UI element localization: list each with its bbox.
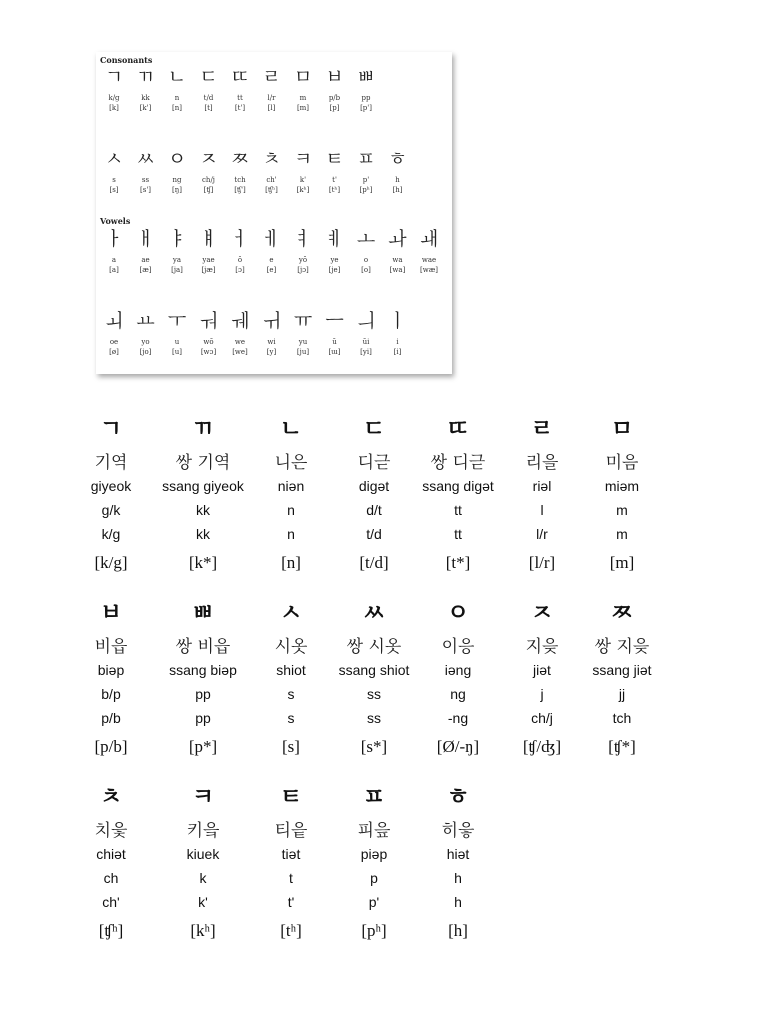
- chart-ipa: [k']: [139, 104, 152, 112]
- chart-ipa: [wæ]: [419, 266, 439, 274]
- name-romanization: riəl: [532, 478, 552, 494]
- chart-ipa: [wa]: [389, 266, 406, 274]
- chart-jamo: ㅁ: [293, 66, 313, 88]
- chart-ipa: [ju]: [296, 348, 310, 356]
- chart-romanization: ng: [172, 176, 182, 184]
- chart-ipa: [ø]: [109, 348, 119, 356]
- chart-romanization: o: [363, 256, 369, 264]
- chart-romanization: ss: [141, 176, 150, 184]
- chart-ipa: [ŋ]: [172, 186, 182, 194]
- chart-cell: [100, 228, 128, 275]
- chart-ipa: [h]: [392, 186, 403, 194]
- romanization-2: ch': [102, 894, 120, 910]
- romanization-1: t: [289, 870, 293, 886]
- chart-romanization: ŭ: [332, 338, 337, 346]
- chart-cell: [321, 66, 349, 113]
- jamo-glyph: ㄱ: [99, 416, 123, 442]
- vowels-heading: Vowels: [100, 216, 131, 226]
- chart-ipa: [p']: [360, 104, 372, 112]
- chart-ipa: [pʰ]: [359, 186, 373, 194]
- chart-cell: [258, 228, 286, 275]
- name-romanization: ssang digət: [422, 478, 494, 494]
- chart-ipa: [k]: [109, 104, 119, 112]
- chart-jamo: ㅑ: [167, 228, 187, 250]
- chart-romanization: wae: [421, 256, 437, 264]
- chart-romanization: yŏ: [298, 256, 308, 264]
- ipa-transcription: [kʰ]: [190, 921, 216, 940]
- chart-cell: [100, 148, 128, 195]
- romanization-2: pp: [195, 710, 211, 726]
- chart-cell: [163, 66, 191, 113]
- chart-jamo: ㅝ: [199, 310, 218, 332]
- ipa-transcription: [h]: [448, 921, 468, 940]
- name-romanization: giyeok: [90, 478, 132, 494]
- chart-cell: [132, 148, 160, 195]
- jamo-glyph: ㅁ: [610, 416, 634, 442]
- chart-romanization: ch': [266, 176, 277, 184]
- chart-cell: [226, 228, 254, 275]
- korean-name: 피읖: [357, 821, 391, 841]
- chart-jamo: ㅛ: [136, 310, 155, 332]
- chart-jamo: ㅡ: [325, 310, 344, 332]
- chart-cell: [163, 148, 191, 195]
- consonants-heading: Consonants: [100, 55, 153, 65]
- chart-jamo: ㅋ: [293, 148, 313, 170]
- chart-ipa: [e]: [266, 266, 277, 274]
- chart-cell: [258, 148, 286, 195]
- romanization-2: l/r: [536, 526, 548, 542]
- romanization-2: ch/j: [531, 710, 553, 726]
- chart-cell: [321, 148, 349, 195]
- romanization-1: kk: [196, 502, 210, 518]
- name-romanization: digət: [358, 478, 390, 494]
- chart-jamo: ㅅ: [104, 148, 124, 170]
- chart-romanization: kk: [141, 94, 150, 102]
- jamo-glyph: ㅍ: [362, 784, 386, 810]
- chart-jamo: ㅆ: [136, 148, 155, 170]
- chart-jamo: ㅞ: [230, 310, 250, 332]
- romanization-1: jj: [618, 686, 626, 702]
- korean-name: 리을: [525, 453, 559, 473]
- romanization-2: ss: [367, 710, 381, 726]
- chart-romanization: ye: [330, 256, 339, 264]
- chart-jamo: ㄸ: [230, 66, 250, 88]
- name-romanization: piəp: [360, 846, 388, 862]
- chart-cell: [321, 310, 349, 357]
- chart-ipa: [a]: [109, 266, 119, 274]
- romanization-1: d/t: [366, 502, 382, 518]
- romanization-2: t': [287, 894, 295, 910]
- romanization-1: n: [287, 502, 295, 518]
- chart-romanization: a: [111, 256, 117, 264]
- chart-cell: [258, 310, 286, 357]
- romanization-2: n: [287, 526, 295, 542]
- chart-cell: [289, 228, 317, 275]
- jamo-glyph: ㅉ: [610, 600, 634, 626]
- ipa-transcription: [ʧʰ]: [98, 921, 124, 940]
- chart-romanization: h: [395, 176, 400, 184]
- korean-name: 이응: [441, 637, 475, 657]
- chart-ipa: [jæ]: [201, 266, 216, 274]
- chart-jamo: ㅗ: [356, 228, 376, 250]
- chart-jamo: ㅃ: [356, 66, 376, 88]
- chart-ipa: [l]: [267, 104, 276, 112]
- chart-ipa: [n]: [172, 104, 182, 112]
- chart-romanization: yae: [202, 256, 215, 264]
- jamo-glyph: ㅈ: [530, 600, 554, 626]
- jamo-glyph: ㄹ: [530, 416, 554, 442]
- chart-cell: [352, 228, 380, 275]
- jamo-glyph: ㅅ: [279, 600, 303, 626]
- chart-jamo: ㄹ: [262, 66, 281, 88]
- ipa-transcription: [t/d]: [359, 553, 389, 572]
- chart-ipa: [ʧ']: [234, 186, 246, 194]
- chart-jamo: ㅏ: [104, 228, 124, 250]
- chart-romanization: p': [362, 176, 370, 184]
- chart-romanization: e: [269, 256, 274, 264]
- chart-jamo: ㅖ: [325, 228, 344, 250]
- chart-cell: [258, 66, 286, 113]
- chart-jamo: ㄱ: [104, 66, 124, 88]
- chart-romanization: k': [299, 176, 307, 184]
- chart-ipa: [t]: [204, 104, 213, 112]
- romanization-1: tt: [454, 502, 462, 518]
- chart-ipa: [u]: [172, 348, 182, 356]
- jamo-glyph: ㅎ: [446, 784, 470, 810]
- chart-jamo: ㅂ: [325, 66, 344, 88]
- chart-cell: [132, 66, 160, 113]
- romanization-1: s: [287, 686, 295, 702]
- chart-cell: [163, 310, 191, 357]
- chart-ipa: [ɯ]: [328, 348, 341, 356]
- chart-jamo: ㅐ: [136, 228, 155, 250]
- name-romanization: kiuek: [186, 846, 220, 862]
- jamo-glyph: ㅊ: [99, 784, 123, 810]
- jamo-glyph: ㅂ: [99, 600, 123, 626]
- chart-romanization: wi: [267, 338, 276, 346]
- chart-romanization: n: [174, 94, 180, 102]
- chart-romanization: t/d: [203, 94, 214, 102]
- chart-cell: [352, 310, 380, 357]
- ipa-transcription: [k*]: [188, 553, 218, 572]
- chart-cell: [352, 148, 380, 195]
- korean-name: 시옷: [274, 637, 308, 657]
- korean-name: 쌍 지읒: [594, 637, 650, 657]
- chart-romanization: tt: [237, 94, 243, 102]
- romanization-1: h: [454, 870, 462, 886]
- jamo-glyph: ㄷ: [362, 416, 386, 442]
- chart-romanization: t': [332, 176, 337, 184]
- chart-ipa: [t']: [234, 104, 246, 112]
- ipa-transcription: [s*]: [360, 737, 388, 756]
- chart-cell: [100, 66, 128, 113]
- name-romanization: ssang jiət: [592, 662, 652, 678]
- ipa-transcription: [ʧ*]: [608, 737, 636, 756]
- romanization-2: kk: [196, 526, 210, 542]
- ipa-transcription: [p/b]: [94, 737, 128, 756]
- chart-jamo: ㅓ: [230, 228, 250, 250]
- jamo-entry: [404, 780, 512, 944]
- romanization-1: k: [199, 870, 207, 886]
- korean-name: 지읒: [525, 637, 559, 657]
- korean-name: 쌍 시옷: [346, 637, 402, 657]
- jamo-glyph: ㅋ: [191, 784, 215, 810]
- jamo-entry: [568, 412, 676, 576]
- romanization-1: ch: [103, 870, 119, 886]
- chart-cell: [132, 228, 160, 275]
- chart-cell: [384, 310, 412, 357]
- chart-jamo: ㅈ: [199, 148, 218, 170]
- romanization-1: pp: [195, 686, 211, 702]
- chart-cell: [289, 310, 317, 357]
- chart-ipa: [ja]: [171, 266, 183, 274]
- korean-name: 니은: [274, 453, 308, 473]
- chart-romanization: tch: [234, 176, 246, 184]
- chart-romanization: ch/j: [202, 176, 215, 184]
- chart-ipa: [i]: [393, 348, 402, 356]
- chart-jamo: ㅎ: [388, 148, 407, 170]
- romanization-1: g/k: [101, 502, 121, 518]
- romanization-2: tch: [612, 710, 632, 726]
- chart-jamo: ㅒ: [199, 228, 218, 250]
- chart-cell: [289, 66, 317, 113]
- korean-name: 쌍 기역: [175, 453, 231, 473]
- chart-jamo: ㅌ: [325, 148, 344, 170]
- romanization-1: p: [370, 870, 378, 886]
- ipa-transcription: [s]: [282, 737, 300, 756]
- chart-romanization: oe: [109, 338, 119, 346]
- ipa-transcription: [k/g]: [94, 553, 128, 572]
- romanization-1: ss: [367, 686, 381, 702]
- chart-jamo: ㅠ: [293, 310, 313, 332]
- jamo-glyph: ㅌ: [279, 784, 303, 810]
- ipa-transcription: [l/r]: [528, 553, 556, 572]
- chart-romanization: wŏ: [203, 338, 214, 346]
- name-romanization: niən: [277, 478, 305, 494]
- chart-jamo: ㄷ: [199, 66, 218, 88]
- chart-romanization: ŭi: [362, 338, 370, 346]
- ipa-transcription: [Ø/-ŋ]: [436, 737, 480, 756]
- chart-ipa: [ʧʰ]: [265, 186, 278, 194]
- chart-ipa: [je]: [328, 266, 341, 274]
- ipa-transcription: [pʰ]: [361, 921, 387, 940]
- chart-cell: [132, 310, 160, 357]
- romanization-2: tt: [454, 526, 462, 542]
- chart-romanization: m: [299, 94, 307, 102]
- korean-name: 쌍 디귿: [430, 453, 486, 473]
- korean-name: 디귿: [357, 453, 391, 473]
- chart-jamo: ㅇ: [167, 148, 187, 170]
- chart-ipa: [yi]: [360, 348, 372, 356]
- chart-cell: [321, 228, 349, 275]
- ipa-transcription: [t*]: [445, 553, 471, 572]
- chart-jamo: ㅘ: [388, 228, 407, 250]
- chart-jamo: ㅢ: [356, 310, 376, 332]
- chart-jamo: ㅉ: [230, 148, 250, 170]
- ipa-transcription: [p*]: [188, 737, 218, 756]
- chart-ipa: [we]: [232, 348, 248, 356]
- korean-name: 키읔: [186, 821, 220, 841]
- romanization-1: b/p: [101, 686, 121, 702]
- chart-romanization: ya: [172, 256, 182, 264]
- chart-cell: [226, 310, 254, 357]
- name-romanization: shiot: [276, 662, 306, 678]
- chart-cell: [100, 310, 128, 357]
- chart-romanization: ae: [141, 256, 150, 264]
- name-romanization: hiət: [446, 846, 470, 862]
- romanization-2: h: [454, 894, 462, 910]
- jamo-glyph: ㅆ: [362, 600, 386, 626]
- chart-ipa: [ʧ]: [203, 186, 214, 194]
- chart-ipa: [o]: [361, 266, 371, 274]
- ipa-transcription: [tʰ]: [280, 921, 302, 940]
- chart-romanization: s: [112, 176, 116, 184]
- hangul-reference-chart: [96, 52, 452, 374]
- chart-ipa: [æ]: [139, 266, 152, 274]
- jamo-entry: [568, 596, 676, 760]
- chart-jamo: ㅜ: [167, 310, 187, 332]
- jamo-glyph: ㅇ: [446, 600, 470, 626]
- chart-cell: [384, 148, 412, 195]
- chart-romanization: i: [396, 338, 399, 346]
- chart-ipa: [y]: [266, 348, 277, 356]
- chart-cell: [195, 310, 223, 357]
- jamo-glyph: ㄲ: [191, 416, 215, 442]
- chart-romanization: ŏ: [237, 256, 243, 264]
- chart-romanization: p/b: [328, 94, 341, 102]
- chart-ipa: [jo]: [139, 348, 152, 356]
- chart-ipa: [jɔ]: [297, 266, 309, 274]
- chart-jamo: ㅊ: [262, 148, 281, 170]
- romanization-2: m: [616, 526, 628, 542]
- chart-cell: [163, 228, 191, 275]
- romanization-2: k': [198, 894, 208, 910]
- chart-romanization: wa: [392, 256, 403, 264]
- ipa-transcription: [n]: [281, 553, 301, 572]
- name-romanization: chiət: [96, 846, 126, 862]
- chart-cell: [226, 66, 254, 113]
- chart-ipa: [m]: [296, 104, 310, 112]
- chart-cell: [195, 66, 223, 113]
- name-romanization: biəp: [97, 662, 125, 678]
- chart-ipa: [kʰ]: [296, 186, 310, 194]
- chart-ipa: [ɔ]: [235, 266, 245, 274]
- chart-romanization: yu: [298, 338, 308, 346]
- jamo-glyph: ㄴ: [279, 416, 303, 442]
- chart-jamo: ㅙ: [419, 228, 439, 250]
- korean-name: 미음: [605, 453, 639, 473]
- romanization-2: p/b: [101, 710, 121, 726]
- chart-jamo: ㄴ: [167, 66, 187, 88]
- name-romanization: iəng: [444, 662, 472, 678]
- chart-jamo: ㄲ: [136, 66, 155, 88]
- chart-jamo: ㅕ: [293, 228, 313, 250]
- romanization-1: m: [616, 502, 628, 518]
- chart-jamo: ㅚ: [104, 310, 124, 332]
- chart-jamo: ㅍ: [356, 148, 376, 170]
- name-romanization: ssang shiot: [338, 662, 410, 678]
- jamo-glyph: ㄸ: [446, 416, 470, 442]
- ipa-transcription: [m]: [609, 553, 635, 572]
- chart-romanization: pp: [361, 94, 371, 102]
- chart-ipa: [s]: [109, 186, 119, 194]
- chart-ipa: [s']: [140, 186, 151, 194]
- chart-romanization: l/r: [267, 94, 276, 102]
- korean-name: 히읗: [441, 821, 475, 841]
- name-romanization: ssang giyeok: [162, 478, 244, 494]
- chart-jamo: ㅔ: [262, 228, 281, 250]
- chart-jamo: ㅟ: [262, 310, 281, 332]
- romanization-2: s: [287, 710, 295, 726]
- jamo-glyph: ㅃ: [191, 600, 215, 626]
- romanization-1: l: [540, 502, 544, 518]
- chart-ipa: [p]: [329, 104, 340, 112]
- romanization-2: k/g: [101, 526, 121, 542]
- name-romanization: tiət: [281, 846, 301, 862]
- korean-name: 티읕: [274, 821, 308, 841]
- romanization-1: j: [540, 686, 544, 702]
- chart-romanization: we: [234, 338, 246, 346]
- romanization-2: -ng: [447, 710, 469, 726]
- chart-cell: [195, 228, 223, 275]
- chart-cell: [415, 228, 443, 275]
- name-romanization: miəm: [604, 478, 640, 494]
- chart-romanization: u: [174, 338, 180, 346]
- chart-cell: [226, 148, 254, 195]
- chart-cell: [195, 148, 223, 195]
- romanization-2: p': [368, 894, 380, 910]
- chart-romanization: k/g: [108, 94, 120, 102]
- chart-cell: [289, 148, 317, 195]
- chart-jamo: ㅣ: [388, 310, 407, 332]
- ipa-transcription: [ʧ/ʤ]: [522, 737, 562, 756]
- chart-cell: [352, 66, 380, 113]
- chart-cell: [384, 228, 412, 275]
- name-romanization: jiət: [533, 662, 551, 678]
- name-romanization: ssang biəp: [169, 662, 237, 678]
- chart-ipa: [wɔ]: [200, 348, 217, 356]
- chart-romanization: yo: [141, 338, 150, 346]
- chart-ipa: [tʰ]: [328, 186, 341, 194]
- korean-name: 비읍: [94, 637, 128, 657]
- korean-name: 쌍 비읍: [175, 637, 231, 657]
- korean-name: 기역: [94, 453, 128, 473]
- romanization-1: ng: [450, 686, 466, 702]
- romanization-2: t/d: [366, 526, 382, 542]
- korean-name: 치읓: [94, 821, 128, 841]
